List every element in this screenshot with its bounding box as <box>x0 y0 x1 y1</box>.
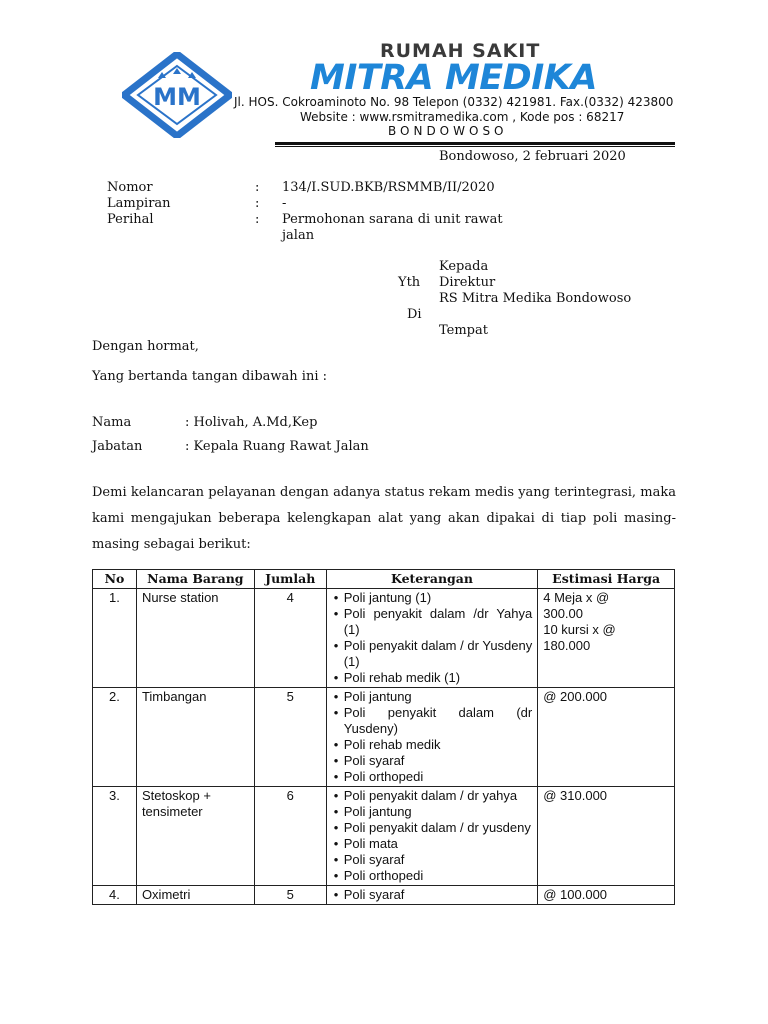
note-item: • Poli orthopedi <box>344 868 533 884</box>
price-line: 4 Meja x @ <box>543 590 610 605</box>
note-item: • Poli penyakit dalam / dr yusdeny <box>344 820 533 836</box>
recipient-tempat: Tempat <box>439 323 488 338</box>
row-no: 1. <box>93 589 137 688</box>
row-price <box>538 787 675 886</box>
body-paragraph: Demi kelancaran pelayanan dengan adanya status rekam medis yang terintegrasi, maka kami mengajukan beberapa kelengkapan alat yang akan dipakai di tiap poli masing-masing sebagai berikut: <box>92 485 676 552</box>
signer-value-jabatan: : Kepala Ruang Rawat Jalan <box>185 439 369 454</box>
row-price <box>538 688 675 787</box>
row-notes <box>326 688 538 787</box>
header-jumlah: Jumlah <box>254 570 326 589</box>
letterhead-top-line: RUMAH SAKIT <box>380 40 541 62</box>
row-item-name: Stetoskop + tensimeter <box>136 787 254 886</box>
table-row <box>93 589 675 688</box>
note-item: • Poli rehab medik <box>344 737 533 753</box>
row-qty: 5 <box>254 688 326 787</box>
note-item: • Poli jantung <box>344 804 533 820</box>
price-line: 10 kursi x @ <box>543 622 616 637</box>
meta-colon: : <box>255 180 260 195</box>
hospital-city: BONDOWOSO <box>388 124 508 138</box>
hospital-logo <box>122 52 232 138</box>
recipient-direktur: Direktur <box>439 275 496 290</box>
header-no: No <box>93 570 137 589</box>
note-item: • Poli penyakit dalam / dr Yusdeny (1) <box>344 638 533 670</box>
meta-colon: : <box>255 196 260 211</box>
note-item: • Poli penyakit dalam / dr yahya <box>344 788 533 804</box>
meta-colon: : <box>255 212 260 227</box>
row-notes <box>326 787 538 886</box>
row-qty: 6 <box>254 787 326 886</box>
note-item: • Poli penyakit dalam (dr Yusdeny) <box>344 705 533 737</box>
letter-date: Bondowoso, 2 februari 2020 <box>439 149 626 164</box>
row-price <box>538 886 675 905</box>
note-item: • Poli syaraf <box>344 852 533 868</box>
table-row <box>93 886 675 905</box>
salutation: Dengan hormat, <box>92 339 199 354</box>
recipient-org: RS Mitra Medika Bondowoso <box>439 291 632 306</box>
row-item-name: Oximetri <box>136 886 254 905</box>
price-line: @ 100.000 <box>543 887 608 902</box>
meta-label-nomor: Nomor <box>107 180 153 195</box>
row-notes <box>326 589 538 688</box>
note-item: • Poli syaraf <box>344 753 533 769</box>
table-row <box>93 688 675 787</box>
note-item: • Poli jantung (1) <box>344 590 533 606</box>
row-qty: 4 <box>254 589 326 688</box>
note-item: • Poli syaraf <box>344 887 533 903</box>
price-line: @ 310.000 <box>543 788 608 803</box>
equipment-table <box>92 569 675 905</box>
meta-label-perihal: Perihal <box>107 212 154 227</box>
recipient-kepada: Kepada <box>439 259 489 274</box>
meta-label-lampiran: Lampiran <box>107 196 171 211</box>
meta-value-lampiran: - <box>282 196 287 211</box>
hospital-address: Jl. HOS. Cokroaminoto No. 98 Telepon (0332) 421981. Fax.(0332) 423800 <box>234 95 674 109</box>
price-line: 300.00 <box>543 606 583 621</box>
letterhead-rule <box>275 142 675 145</box>
row-no: 4. <box>93 886 137 905</box>
note-item: • Poli rehab medik (1) <box>344 670 533 686</box>
row-no: 3. <box>93 787 137 886</box>
signer-label-jabatan: Jabatan <box>92 439 143 454</box>
row-item-name: Nurse station <box>136 589 254 688</box>
letterhead-rule-thin <box>275 146 675 147</box>
signer-value-nama: : Holivah, A.Md,Kep <box>185 415 318 430</box>
signer-label-nama: Nama <box>92 415 132 430</box>
note-item: • Poli penyakit dalam /dr Yahya (1) <box>344 606 533 638</box>
row-qty: 5 <box>254 886 326 905</box>
row-item-name: Timbangan <box>136 688 254 787</box>
note-item: • Poli mata <box>344 836 533 852</box>
row-price <box>538 589 675 688</box>
recipient-yth: Yth <box>398 275 421 290</box>
row-notes <box>326 886 538 905</box>
meta-value-perihal: Permohonan sarana di unit rawat <box>282 212 503 227</box>
hospital-name: MITRA MEDIKA <box>310 58 597 98</box>
row-no: 2. <box>93 688 137 787</box>
meta-value-perihal-cont: jalan <box>282 228 315 243</box>
table-header-row <box>93 570 675 589</box>
logo-monogram: MM <box>153 83 201 111</box>
table-row <box>93 787 675 886</box>
recipient-di: Di <box>407 307 422 322</box>
intro-line: Yang bertanda tangan dibawah ini : <box>92 369 327 384</box>
header-nama-barang: Nama Barang <box>136 570 254 589</box>
header-estimasi-harga: Estimasi Harga <box>538 570 675 589</box>
header-keterangan: Keterangan <box>326 570 538 589</box>
note-item: • Poli orthopedi <box>344 769 533 785</box>
meta-value-nomor: 134/I.SUD.BKB/RSMMB/II/2020 <box>282 180 495 195</box>
note-item: • Poli jantung <box>344 689 533 705</box>
price-line: @ 200.000 <box>543 689 608 704</box>
hospital-website: Website : www.rsmitramedika.com , Kode pos : 68217 <box>300 110 625 124</box>
price-line: 180.000 <box>543 638 591 653</box>
